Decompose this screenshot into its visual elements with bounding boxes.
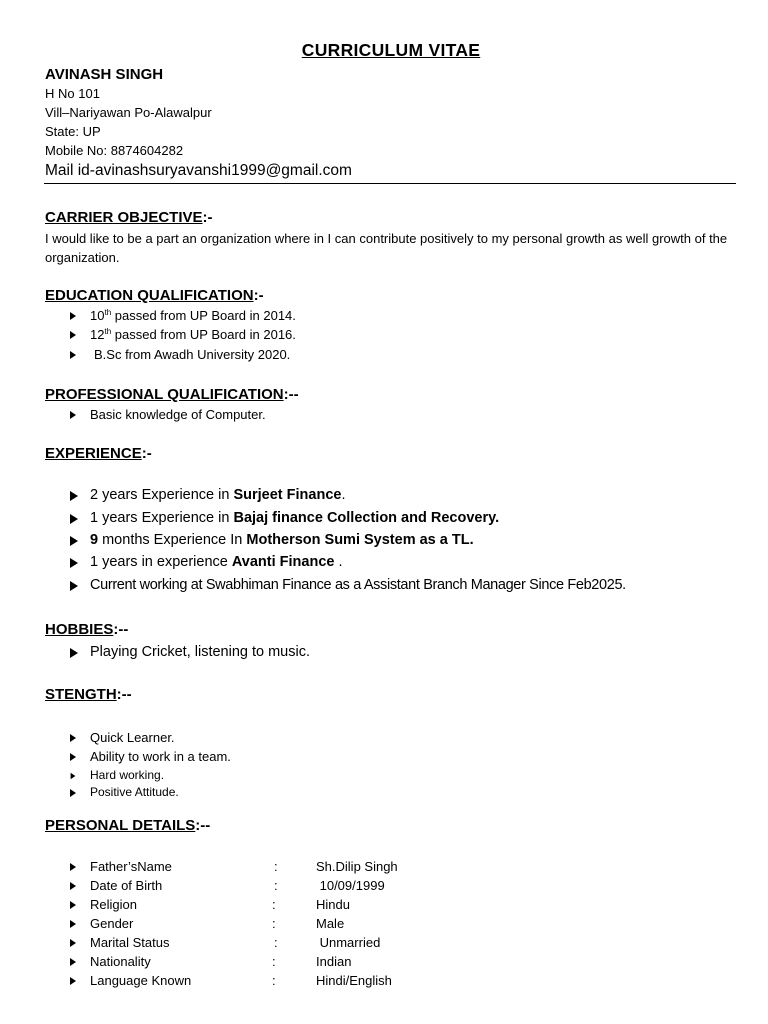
personal-row: Gender : Male xyxy=(70,916,670,932)
address-state: State: UP xyxy=(45,124,101,139)
hobbies-heading: HOBBIES:-- xyxy=(45,621,129,638)
row-label: Marital Status xyxy=(90,935,170,950)
arrow-bullet-icon xyxy=(70,312,76,320)
arrow-bullet-icon xyxy=(70,882,76,890)
experience-heading: EXPERIENCE:- xyxy=(45,445,152,462)
arrow-bullet-icon xyxy=(71,773,76,779)
arrow-bullet-icon xyxy=(70,351,76,359)
arrow-bullet-icon xyxy=(70,491,78,501)
row-label: Religion xyxy=(90,897,137,912)
arrow-bullet-icon xyxy=(70,734,76,742)
arrow-bullet-icon xyxy=(70,536,78,546)
arrow-bullet-icon xyxy=(70,753,76,761)
address-village: Vill–Nariyawan Po-Alawalpur xyxy=(45,105,212,120)
objective-text: I would like to be a part an organization where in I can contribute positively to my personal growth as well growth of the organization. xyxy=(45,231,728,265)
personal-row: Marital Status : Unmarried xyxy=(70,935,670,951)
personal-row: Language Known : Hindi/English xyxy=(70,973,670,989)
arrow-bullet-icon xyxy=(70,514,78,524)
document-title: CURRICULUM VITAE xyxy=(301,40,481,60)
professional-heading: PROFESSIONAL QUALIFICATION:-- xyxy=(45,386,299,403)
personal-heading: PERSONAL DETAILS:-- xyxy=(45,817,211,834)
mobile-number: Mobile No: 8874604282 xyxy=(45,143,184,158)
personal-row: Nationality : Indian xyxy=(70,954,670,970)
personal-row: Date of Birth : 10/09/1999 xyxy=(70,878,670,894)
email-address: Mail id-avinashsuryavanshi1999@gmail.com xyxy=(45,162,352,179)
row-label: Father’sName xyxy=(90,859,172,874)
row-label: Language Known xyxy=(90,973,192,988)
header-divider xyxy=(44,183,736,184)
row-value: Male xyxy=(316,916,345,931)
row-value: Unmarried xyxy=(316,935,381,950)
candidate-name: AVINASH SINGH xyxy=(45,66,164,83)
arrow-bullet-icon xyxy=(70,789,76,797)
row-value: Indian xyxy=(316,954,352,969)
arrow-bullet-icon xyxy=(70,411,76,419)
objective-heading: CARRIER OBJECTIVE:- xyxy=(45,209,213,226)
strength-heading: STENGTH:-- xyxy=(45,686,132,703)
arrow-bullet-icon xyxy=(70,648,78,658)
arrow-bullet-icon xyxy=(70,558,78,568)
row-value: Sh.Dilip Singh xyxy=(316,859,398,874)
arrow-bullet-icon xyxy=(70,977,76,985)
arrow-bullet-icon xyxy=(70,958,76,966)
row-value: Hindu xyxy=(316,897,350,912)
row-value: 10/09/1999 xyxy=(316,878,385,893)
row-label: Date of Birth xyxy=(90,878,163,893)
address-house: H No 101 xyxy=(45,86,100,101)
arrow-bullet-icon xyxy=(70,920,76,928)
arrow-bullet-icon xyxy=(70,901,76,909)
personal-row: Father’sName : Sh.Dilip Singh xyxy=(70,859,670,875)
arrow-bullet-icon xyxy=(70,331,76,339)
row-value: Hindi/English xyxy=(316,973,392,988)
arrow-bullet-icon xyxy=(70,939,76,947)
row-label: Nationality xyxy=(90,954,151,969)
personal-row: Religion : Hindu xyxy=(70,897,670,913)
arrow-bullet-icon xyxy=(70,863,76,871)
education-heading: EDUCATION QUALIFICATION:- xyxy=(45,287,264,304)
row-label: Gender xyxy=(90,916,134,931)
arrow-bullet-icon xyxy=(70,581,78,591)
